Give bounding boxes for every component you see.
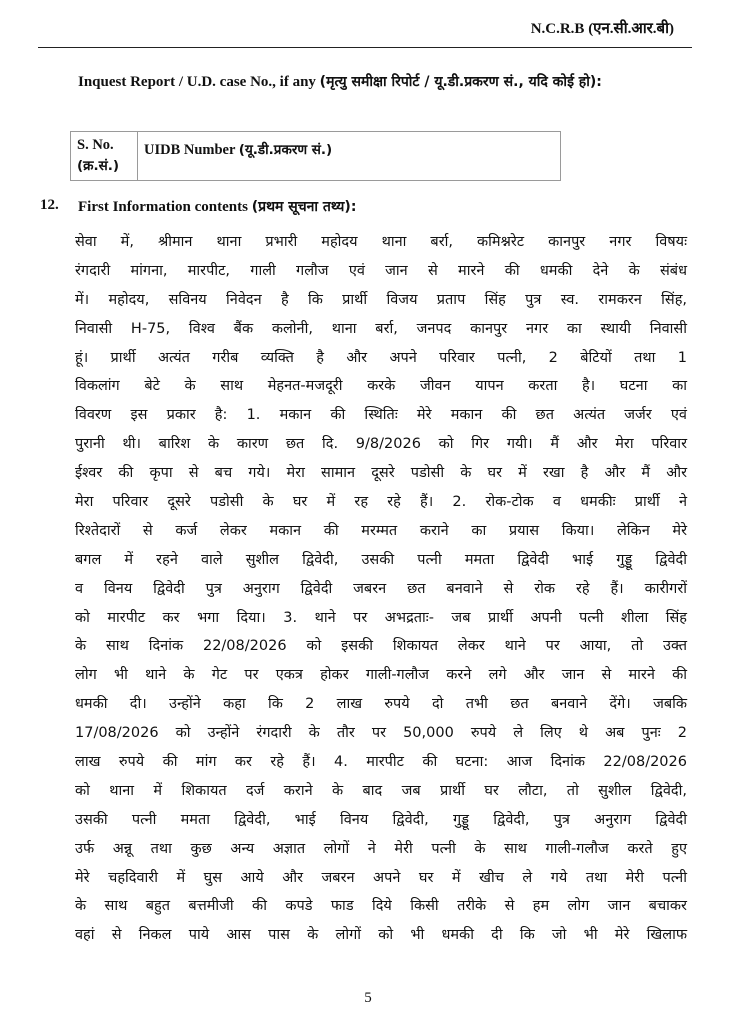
contents-line: लोग भी थाने के गेट पर एकत्र होकर गाली-गलौज करने लगे और जान से मारने की [75, 667, 687, 684]
contents-line: निवासी H-75, विश्व बैंक कलोनी, थाना बर्रा, जनपद कानपुर नगर का स्थायी निवासी [75, 320, 687, 337]
inquest-label-hi: (मृत्यु समीक्षा रिपोर्ट / यू.डी.प्रकरण सं., यदि कोई हो): [319, 74, 602, 90]
contents-line: विकलांग बेटे के साथ मेहनत-मजदूरी करके जीवन यापन करता है। घटना का [75, 378, 687, 395]
section-title [78, 197, 356, 216]
contents-line: धमकी दी। उन्होंने कहा कि 2 लाख रुपये दो तभी छत बनवाने देंगे। जबकि [75, 696, 687, 713]
page-header-title: N.C.R.B (एन.सी.आर.बी) [530, 21, 674, 37]
uidb-label-hi: (यू.डी.प्रकरण सं.) [238, 142, 333, 158]
contents-line: रिश्तेदारों से कर्ज लेकर मकान की मरम्मत कराने का प्रयास किया। लेकिन मेरे [75, 522, 687, 539]
sno-cell [71, 132, 138, 181]
contents-line: को थाना में शिकायत दर्ज कराने के बाद जब प्रार्थी घर लौटा, तो सुशील द्विवेदी, [75, 782, 687, 799]
contents-line: विवरण इस प्रकार है: 1. मकान की स्थितिः मेरे मकान की छत अत्यंत जर्जर एवं [75, 407, 687, 424]
contents-line: ईश्वर की कृपा से बच गये। मेरा सामान दूसरे पडोसी के घर में रखा है और मैं और [75, 465, 687, 482]
section-title-en: First Information contents [78, 199, 248, 215]
contents-line: पुरानी थी। बारिश के कारण छत दि. 9/8/2026 को गिर गयी। मैं और मेरा परिवार [75, 436, 687, 453]
uidb-label: UIDB Number [144, 142, 236, 158]
first-information-contents [75, 228, 687, 950]
section-number: 12. [40, 197, 59, 213]
sno-label-hi: (क्र.सं.) [77, 158, 120, 174]
contents-line: सेवा में, श्रीमान थाना प्रभारी महोदय थाना बर्रा, कमिश्नरेट कानपुर नगर विषयः [75, 234, 687, 250]
contents-line: को मारपीट कर भगा दिया। 3. थाने पर अभद्रताः- जब प्रार्थी अपनी पत्नी शीला सिंह [75, 609, 687, 626]
contents-line: व विनय द्विवेदी पुत्र अनुराग द्विवेदी जबरन छत बनवाने से रोक रहे हैं। कारीगरों [75, 580, 687, 597]
contents-line: हूं। प्रार्थी अत्यंत गरीब व्यक्ति है और अपने परिवार पत्नी, 2 बेटियों तथा 1 [75, 349, 687, 366]
section-title-hi: (प्रथम सूचना तथ्य): [251, 199, 357, 215]
sno-label: S. No. [77, 137, 114, 153]
page-number: 5 [364, 990, 372, 1006]
contents-line: में। महोदय, सविनय निवेदन है कि प्रार्थी विजय प्रताप सिंह पुत्र स्व. रामकरन सिंह, [75, 291, 687, 308]
inquest-label-en: Inquest Report / U.D. case No., if any [78, 74, 316, 90]
contents-line: वहां से निकल पाये आस पास के लोगों को भी धमकी दी कि जो भी मेरे खिलाफ [75, 927, 687, 944]
inquest-report-label [78, 70, 678, 94]
header-divider [38, 47, 692, 48]
contents-line: मेरे चहदिवारी में घुस आये और जबरन अपने घर में खीच ले गये तथा मेरी पत्नी [75, 869, 687, 886]
contents-line: बगल में रहने वाले सुशील द्विवेदी, उसकी पत्नी ममता द्विवेदी भाई गुड्डू द्विवेदी [75, 551, 687, 568]
contents-line: के साथ बहुत बत्तमीजी की कपडे फाड दिये किसी तरीके से हम लोग जान बचाकर [75, 898, 687, 915]
contents-line: 17/08/2026 को उन्होंने रंगदारी के तौर पर 50,000 रुपये ले लिए थे अब पुनः 2 [75, 725, 687, 742]
contents-line: उसकी पत्नी ममता द्विवेदी, भाई विनय द्विवेदी, गुड्डू द्विवेदी, पुत्र अनुराग द्विवेदी [75, 811, 687, 828]
contents-line: रंगदारी मांगना, मारपीट, गाली गलौज एवं जान से मारने की धमकी देने के संबंध [75, 262, 687, 279]
uidb-number-cell [138, 132, 561, 181]
contents-line: मेरा परिवार दूसरे पडोसी के घर में रह रहे हैं। 2. रोक-टोक व धमकीः प्रार्थी ने [75, 494, 687, 511]
contents-line: लाख रुपये की मांग कर रहे हैं। 4. मारपीट की घटना: आज दिनांक 22/08/2026 [75, 754, 687, 771]
uidb-table [70, 131, 561, 181]
contents-line: उर्फ अन्नू तथा कुछ अन्य अज्ञात लोगों ने मेरी पत्नी के साथ गाली-गलौज करते हुए [75, 840, 687, 857]
contents-line: के साथ दिनांक 22/08/2026 को इसकी शिकायत लेकर थाने पर आया, तो उक्त [75, 638, 687, 655]
uidb-table-row [71, 132, 561, 181]
